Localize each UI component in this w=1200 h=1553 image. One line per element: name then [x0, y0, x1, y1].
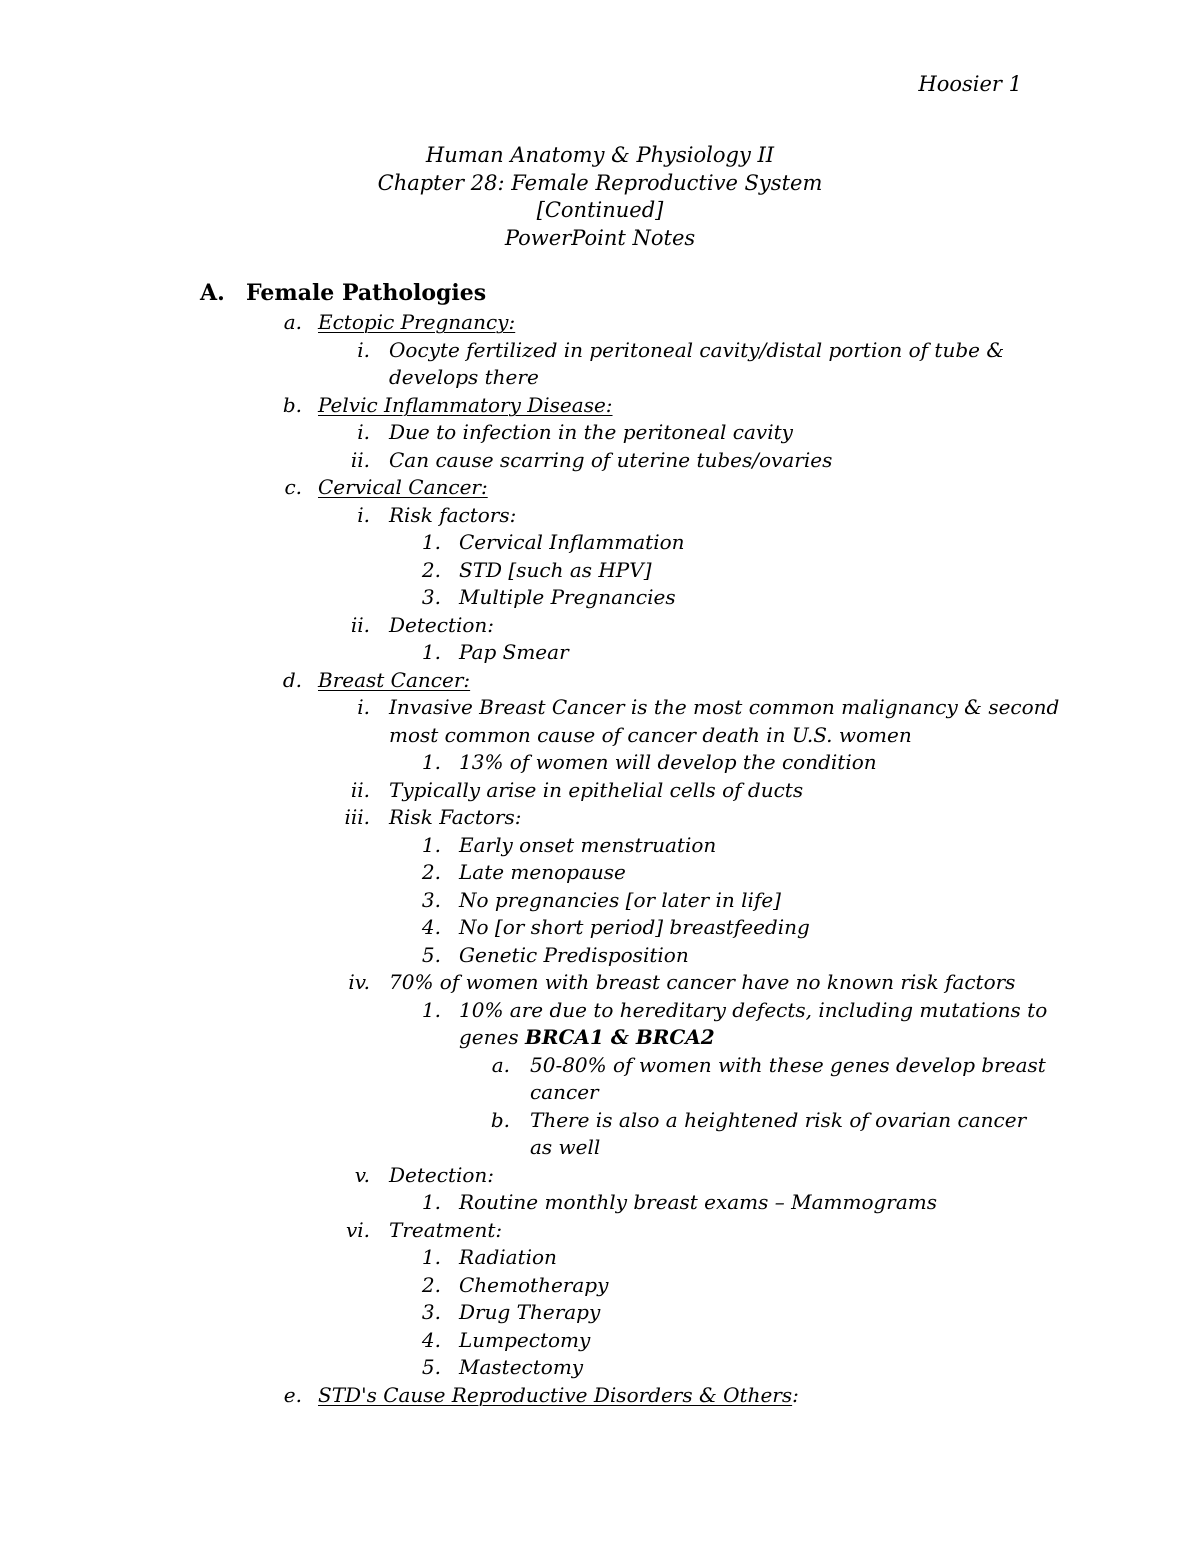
item-text: Cervical Inflammation [459, 530, 685, 554]
item-marker: ii. [350, 778, 370, 802]
item-marker: 2. [421, 1273, 441, 1297]
item-text: Invasive Breast Cancer is the most common malignancy & second [389, 695, 1060, 719]
continued-note: [Continued] [536, 198, 664, 223]
item-text-lead: genes [459, 1025, 525, 1049]
gene-names: BRCA1 & BRCA2 [524, 1025, 715, 1049]
item-text: Detection: [389, 613, 495, 637]
item-marker: 2. [421, 558, 441, 582]
item-label: STD's Cause Reproductive Disorders & Others [318, 1383, 793, 1407]
item-text [459, 1024, 715, 1052]
item-text: Early onset menstruation [459, 833, 717, 857]
item-marker: c. [284, 475, 302, 499]
section-title: Female Pathologies [246, 280, 487, 306]
item-text: Treatment: [389, 1218, 503, 1242]
item-text: 10% are due to hereditary defects, including mutations to [459, 998, 1048, 1022]
item-marker: 3. [421, 1300, 441, 1324]
title-block [0, 142, 1200, 252]
item-marker: 2. [421, 860, 441, 884]
item-marker: e. [283, 1383, 302, 1407]
item-text: Genetic Predisposition [459, 943, 689, 967]
item-text: Detection: [389, 1163, 495, 1187]
item-marker: i. [357, 503, 370, 527]
item-text: Radiation [459, 1245, 557, 1269]
item-marker: 5. [421, 943, 441, 967]
item-marker: b. [282, 393, 302, 417]
item-text: Lumpectomy [459, 1328, 591, 1352]
section-marker: A. [200, 280, 225, 306]
item-marker: 1. [421, 530, 441, 554]
item-text: develops there [389, 365, 539, 389]
item-text: There is also a heightened risk of ovarian cancer [530, 1108, 1027, 1132]
item-marker: 4. [421, 915, 441, 939]
item-marker: 3. [421, 888, 441, 912]
item-marker: ii. [350, 613, 370, 637]
item-text: Risk factors: [389, 503, 517, 527]
item-text: Drug Therapy [459, 1300, 601, 1324]
item-marker: 1. [421, 1190, 441, 1214]
item-text: STD [such as HPV] [459, 558, 652, 582]
item-text: 70% of women with breast cancer have no known risk factors [389, 970, 1016, 994]
item-text: No pregnancies [or later in life] [459, 888, 781, 912]
item-text: as well [530, 1135, 601, 1159]
item-label-colon: : [792, 1383, 799, 1407]
item-text: 50-80% of women with these genes develop breast [530, 1053, 1046, 1077]
item-label: Pelvic Inflammatory Disease: [318, 393, 613, 417]
item-text [318, 1382, 799, 1410]
item-text: Mastectomy [459, 1355, 584, 1379]
item-marker: a. [491, 1053, 510, 1077]
item-text: No [or short period] breastfeeding [459, 915, 810, 939]
item-marker: 1. [421, 640, 441, 664]
item-text: 13% of women will develop the condition [459, 750, 877, 774]
item-marker: iii. [344, 805, 370, 829]
item-marker: d. [282, 668, 302, 692]
item-text: Chemotherapy [459, 1273, 609, 1297]
running-head: Hoosier 1 [918, 72, 1022, 96]
item-label: Ectopic Pregnancy: [318, 310, 516, 334]
item-marker: i. [357, 420, 370, 444]
item-label: Breast Cancer: [318, 668, 471, 692]
item-marker: 1. [421, 833, 441, 857]
item-marker: v. [354, 1163, 370, 1187]
item-marker: 1. [421, 998, 441, 1022]
item-marker: 3. [421, 585, 441, 609]
item-text: Typically arise in epithelial cells of ducts [389, 778, 804, 802]
item-marker: 1. [421, 1245, 441, 1269]
item-marker: vi. [345, 1218, 370, 1242]
item-text: Can cause scarring of uterine tubes/ovaries [389, 448, 833, 472]
item-marker: 5. [421, 1355, 441, 1379]
item-marker: b. [490, 1108, 510, 1132]
item-text: Late menopause [459, 860, 626, 884]
item-text: Oocyte fertilized in peritoneal cavity/distal portion of tube & [389, 338, 1005, 362]
item-text: Due to infection in the peritoneal cavity [389, 420, 793, 444]
item-text: cancer [530, 1080, 599, 1104]
item-text: Multiple Pregnancies [459, 585, 676, 609]
chapter-title: Chapter 28: Female Reproductive System [377, 170, 823, 195]
course-title: Human Anatomy & Physiology II [425, 143, 775, 167]
item-text: most common cause of cancer death in U.S. women [389, 723, 912, 747]
item-label: Cervical Cancer: [318, 475, 488, 499]
item-marker: iv. [348, 970, 370, 994]
item-marker: ii. [350, 448, 370, 472]
item-text: Routine monthly breast exams – Mammograms [459, 1190, 937, 1214]
item-marker: 1. [421, 750, 441, 774]
item-text: Pap Smear [459, 640, 569, 664]
item-text: Risk Factors: [389, 805, 522, 829]
notes-label: PowerPoint Notes [504, 225, 696, 250]
item-marker: a. [283, 310, 302, 334]
item-marker: i. [357, 338, 370, 362]
item-marker: 4. [421, 1328, 441, 1352]
item-marker: i. [357, 695, 370, 719]
